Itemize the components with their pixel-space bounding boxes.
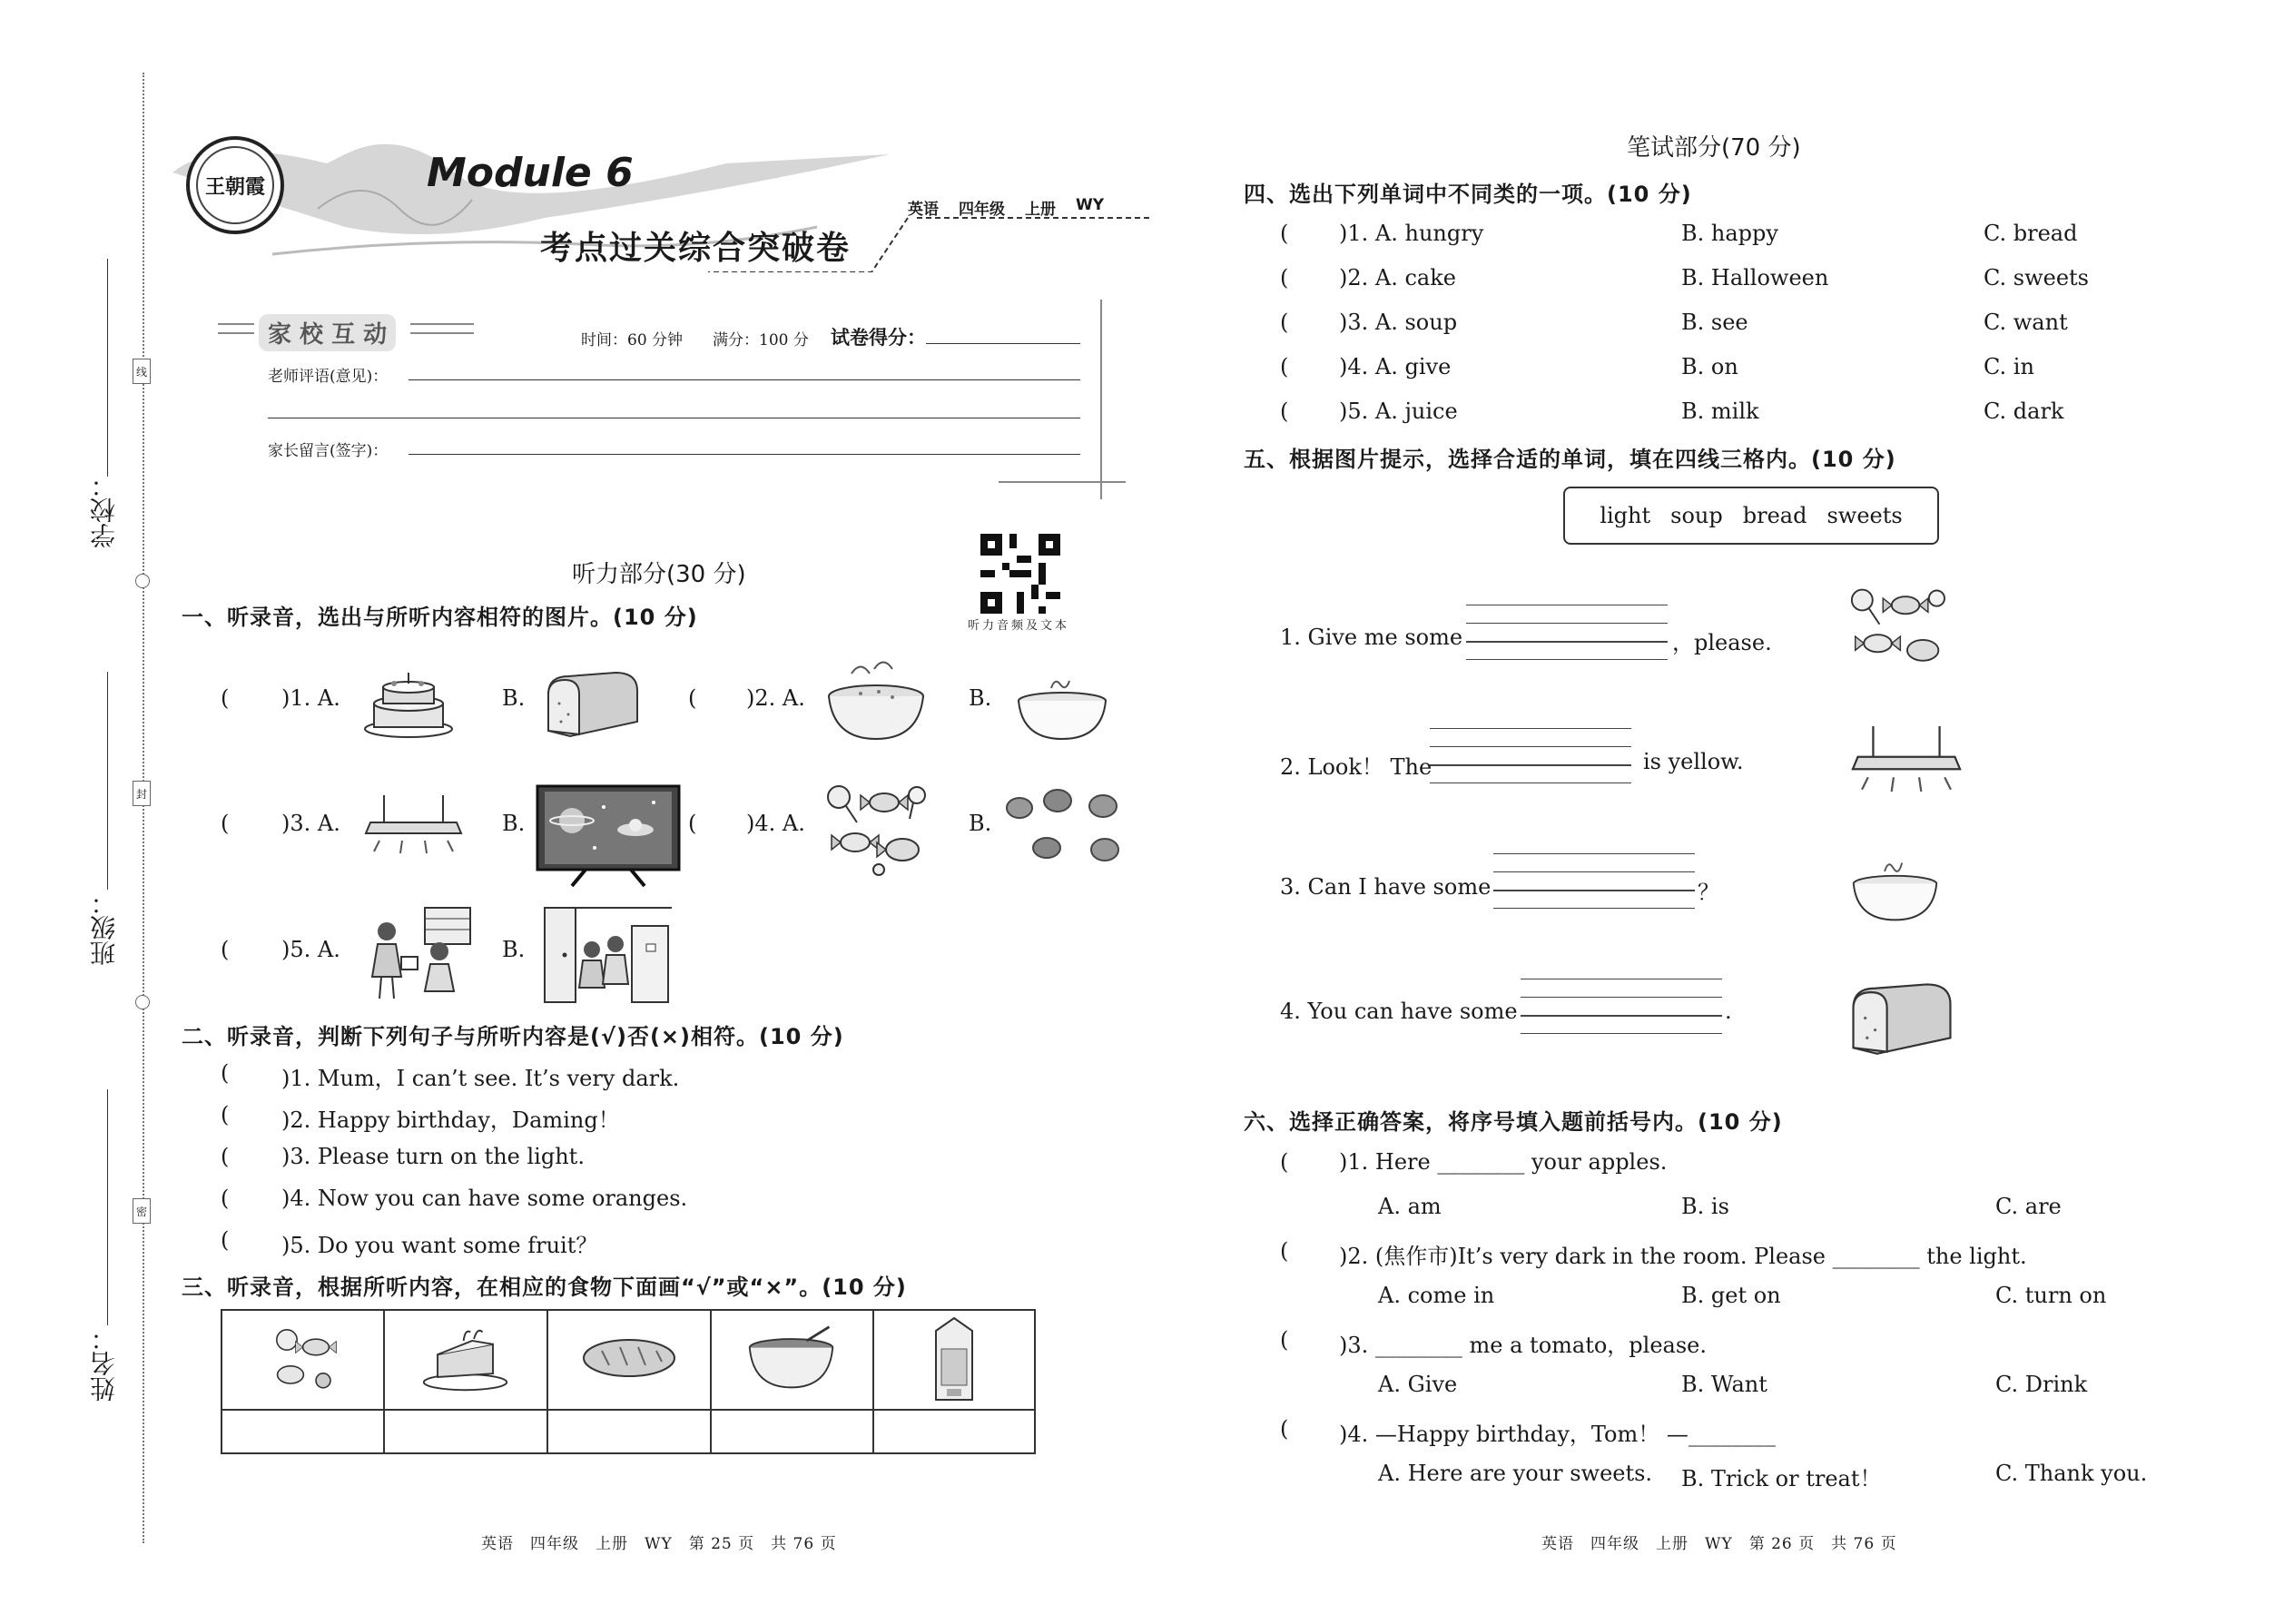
soup-bowl-icon — [1850, 850, 1941, 931]
light-icon — [1843, 726, 1970, 808]
seal-mark-xian: 线 — [133, 359, 151, 384]
s1-item-2-num: )2. A. — [746, 685, 805, 711]
s5-item-3-pre: 3. Can I have some — [1280, 874, 1492, 900]
girls-icon — [361, 904, 475, 1004]
milk-icon — [927, 1313, 981, 1403]
s4-item-4-b: B. on — [1681, 354, 1738, 379]
brand-logo-icon — [186, 136, 284, 234]
paren: ( — [221, 1102, 230, 1127]
written-title: 笔试部分(70 分) — [1627, 134, 1801, 162]
parent-comment-label: 家长留言(签字)： — [268, 442, 389, 460]
class-line — [107, 672, 108, 890]
paren: ( — [1280, 399, 1289, 424]
footer-right: 英语 四年级 上册 WY 第 26 页 共 76 页 — [1541, 1535, 1897, 1553]
sweets-icon — [258, 1317, 349, 1399]
s4-item-3-c: C. want — [1984, 310, 2068, 335]
s1-item-3-num: )3. A. — [281, 811, 340, 836]
paren: ( — [221, 1227, 230, 1253]
s6-item-1-q: )1. Here ________ your apples. — [1339, 1149, 1668, 1175]
four-line-grid[interactable] — [1466, 605, 1668, 661]
paren: ( — [221, 937, 230, 962]
paren: ( — [1280, 310, 1289, 335]
teacher-comment-line[interactable] — [409, 379, 1080, 380]
binding-dotted-line — [143, 73, 144, 1543]
paren: ( — [221, 685, 230, 711]
s4-item-5-b: B. milk — [1681, 399, 1759, 424]
answer-cell[interactable] — [384, 1410, 546, 1453]
s1-item-1-num: )1. A. — [281, 685, 340, 711]
sweets-icon — [1843, 581, 1952, 676]
s5-item-4-post: . — [1725, 999, 1732, 1024]
light-icon — [361, 795, 466, 868]
listening-title: 听力部分(30 分) — [572, 561, 746, 588]
answer-cell[interactable] — [711, 1410, 873, 1453]
s1-item-5-num: )5. A. — [281, 937, 340, 962]
s5-item-3-post: ？ — [1698, 880, 1719, 905]
four-line-grid[interactable] — [1430, 728, 1631, 784]
s1-item-5-b: B. — [502, 937, 526, 962]
s4-item-3-a: )3. A. soup — [1339, 310, 1458, 335]
soup-bowl-icon — [1015, 672, 1110, 744]
s4-item-4-c: C. in — [1984, 354, 2034, 379]
school-line — [107, 259, 108, 477]
s1-item-3-b: B. — [502, 811, 526, 836]
bread-icon — [579, 1331, 679, 1385]
s4-item-1-b: B. happy — [1681, 221, 1778, 246]
s6-item-3-b: B. Want — [1681, 1372, 1767, 1397]
word-bank-item: bread — [1742, 503, 1807, 528]
s2-item-3: )3. Please turn on the light. — [281, 1144, 585, 1169]
s6-item-2-q: )2. (焦作市)It’s very dark in the room. Please ________ the light. — [1339, 1244, 2027, 1269]
score-label: 试卷得分： — [831, 327, 926, 349]
section3-title: 三、听录音，根据所听内容，在相应的食物下面画“√”或“×”。(10 分) — [182, 1275, 907, 1300]
s1-item-4-num: )4. A. — [746, 811, 805, 836]
tv-icon — [536, 784, 681, 889]
s5-item-2-pre: 2. Look！ The — [1280, 754, 1433, 780]
bread-icon — [1847, 975, 1956, 1061]
seal-mark-mi: 密 — [133, 1198, 151, 1224]
s6-item-2-b: B. get on — [1681, 1283, 1781, 1308]
paren: ( — [688, 811, 697, 836]
section2-title: 二、听录音，判断下列句子与所听内容是(√)否(×)相符。(10 分) — [182, 1024, 844, 1049]
s2-item-4: )4. Now you can have some oranges. — [281, 1186, 688, 1211]
answer-cell[interactable] — [547, 1410, 711, 1453]
teacher-comment-label: 老师评语(意见)： — [268, 368, 389, 386]
s4-item-2-c: C. sweets — [1984, 265, 2089, 290]
s6-item-4-b: B. Trick or treat！ — [1681, 1466, 1882, 1491]
book-info: 英语 四年级 上册 WY — [908, 196, 1105, 219]
s1-item-2-b: B. — [969, 685, 992, 711]
food-cell — [711, 1310, 873, 1410]
s6-item-2-c: C. turn on — [1995, 1283, 2107, 1308]
score-blank[interactable] — [926, 343, 1080, 344]
paren: ( — [221, 1186, 230, 1211]
section6-title: 六、选择正确答案，将序号填入题前括号内。(10 分) — [1244, 1109, 1783, 1135]
s6-item-4-a: A. Here are your sweets. — [1378, 1461, 1653, 1486]
word-bank-item: sweets — [1826, 503, 1903, 528]
word-bank-item: soup — [1670, 503, 1723, 528]
name-line — [107, 1089, 108, 1325]
s4-item-5-c: C. dark — [1984, 399, 2064, 424]
answer-cell[interactable] — [222, 1410, 384, 1453]
word-bank — [1563, 487, 1939, 545]
paren: ( — [1280, 221, 1289, 246]
module-title: Module 6 — [427, 150, 634, 196]
s6-item-3-c: C. Drink — [1995, 1372, 2088, 1397]
exam-subtitle: 考点过关综合突破卷 — [540, 229, 852, 267]
s6-item-1-a: A. am — [1378, 1194, 1442, 1219]
binding-hole-icon — [135, 995, 150, 1009]
sweets-icon — [819, 777, 932, 877]
cake-icon — [420, 1317, 511, 1399]
class-label: 班级： — [89, 890, 119, 966]
food-cell — [547, 1310, 711, 1410]
bread-icon — [543, 667, 643, 740]
s5-item-1-post: ，please. — [1672, 630, 1772, 655]
section1-title: 一、听录音，选出与所听内容相符的图片。(10 分) — [182, 605, 698, 630]
paren: ( — [1280, 1149, 1289, 1175]
s2-item-5: )5. Do you want some fruit？ — [281, 1233, 598, 1258]
s1-item-4-b: B. — [969, 811, 992, 836]
four-line-grid[interactable] — [1521, 979, 1722, 1035]
qr-caption: 听力音频及文本 — [968, 619, 1070, 633]
school-label: 学校： — [89, 472, 119, 548]
food-check-table — [221, 1309, 1036, 1454]
soup-bowl-icon — [746, 1322, 837, 1394]
footer-left: 英语 四年级 上册 WY 第 25 页 共 76 页 — [481, 1535, 837, 1553]
s5-item-2-post: is yellow. — [1643, 749, 1744, 774]
s5-item-1-pre: 1. Give me some — [1280, 625, 1463, 650]
exam-time: 时间：60 分钟 — [581, 331, 684, 349]
s4-item-2-b: B. Halloween — [1681, 265, 1829, 290]
s4-item-4-a: )4. A. give — [1339, 354, 1452, 379]
corner-rule-v — [1100, 300, 1102, 499]
s4-item-5-a: )5. A. juice — [1339, 399, 1458, 424]
section5-title: 五、根据图片提示，选择合适的单词，填在四线三格内。(10 分) — [1244, 447, 1896, 472]
section4-title: 四、选出下列单词中不同类的一项。(10 分) — [1244, 182, 1692, 207]
corner-rule-h — [999, 481, 1126, 483]
s6-item-1-c: C. are — [1995, 1194, 2062, 1219]
s2-item-2: )2. Happy birthday，Daming！ — [281, 1107, 620, 1133]
paren: ( — [221, 1144, 230, 1169]
paren: ( — [1280, 354, 1289, 379]
qr-code-icon — [980, 534, 1060, 614]
answer-cell[interactable] — [873, 1410, 1035, 1453]
s4-item-1-c: C. bread — [1984, 221, 2078, 246]
paren: ( — [221, 811, 230, 836]
paren: ( — [1280, 1327, 1289, 1353]
food-cell — [222, 1310, 384, 1410]
full-score: 满分：100 分 — [713, 331, 809, 349]
s4-item-2-a: )2. A. cake — [1339, 265, 1456, 290]
s6-item-3-a: A. Give — [1378, 1372, 1458, 1397]
s6-item-2-a: A. come in — [1378, 1283, 1495, 1308]
food-cell — [384, 1310, 546, 1410]
name-label: 姓名： — [89, 1325, 119, 1402]
home-school-bar-left — [218, 323, 254, 334]
paren: ( — [1280, 265, 1289, 290]
s6-item-4-q: )4. —Happy birthday，Tom！ —________ — [1339, 1422, 1776, 1447]
potatoes-icon — [1003, 786, 1126, 868]
paren: ( — [1280, 1238, 1289, 1264]
paren: ( — [688, 685, 697, 711]
seal-mark-feng: 封 — [133, 781, 151, 806]
parent-comment-line[interactable] — [409, 454, 1080, 455]
paren: ( — [1280, 1416, 1289, 1442]
paren: ( — [221, 1060, 230, 1086]
brand-logo-text: 王朝霞 — [204, 174, 265, 199]
s6-item-3-q: )3. ________ me a tomato，please. — [1339, 1333, 1707, 1358]
s6-item-4-c: C. Thank you. — [1995, 1461, 2148, 1486]
binding-hole-icon — [135, 574, 150, 588]
food-cell — [873, 1310, 1035, 1410]
four-line-grid[interactable] — [1493, 853, 1695, 910]
rice-bowl-icon — [824, 655, 929, 746]
s6-item-1-b: B. is — [1681, 1194, 1729, 1219]
s4-item-3-b: B. see — [1681, 310, 1748, 335]
s1-item-1-b: B. — [502, 685, 526, 711]
home-school-bar-right — [410, 323, 474, 334]
cake-icon — [361, 667, 457, 740]
s5-item-4-pre: 4. You can have some — [1280, 999, 1518, 1024]
home-school-label: 家 校 互 动 — [259, 314, 396, 351]
s4-item-1-a: )1. A. hungry — [1339, 221, 1484, 246]
door-icon — [537, 904, 674, 1006]
s2-item-1: )1. Mum，I can’t see. It’s very dark. — [281, 1066, 680, 1091]
word-bank-item: light — [1600, 503, 1651, 528]
